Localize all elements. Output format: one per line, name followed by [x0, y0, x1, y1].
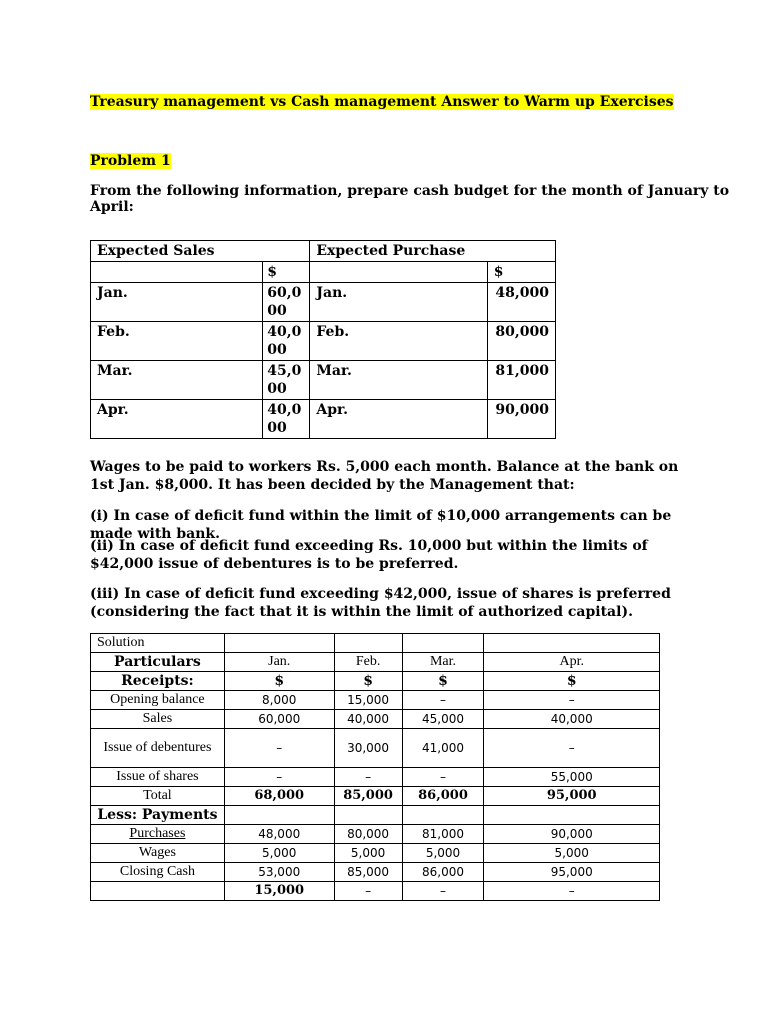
wages-label: Wages	[91, 844, 225, 863]
value-cell: 81,000	[402, 825, 484, 844]
sales-cell: 45,000	[263, 361, 310, 400]
value-cell: –	[224, 729, 334, 768]
blank-cell	[91, 882, 225, 901]
value-cell: 5,000	[224, 844, 334, 863]
cash-budget-solution-table	[90, 633, 660, 901]
table-row	[91, 863, 660, 882]
sales-label: Sales	[91, 710, 225, 729]
table-row	[91, 283, 556, 322]
value-cell: 95,000	[484, 863, 660, 882]
header-expected-purchase: Expected Purchase	[310, 241, 556, 262]
blank-cell	[334, 634, 402, 653]
total-cell: 95,000	[484, 787, 660, 806]
shares-label: Issue of shares	[91, 768, 225, 787]
purchase-cell: 48,000	[487, 283, 555, 322]
solution-label: Solution	[91, 634, 225, 653]
month-header: Feb.	[334, 653, 402, 672]
value-cell: 60,000	[224, 710, 334, 729]
value-cell: 40,000	[484, 710, 660, 729]
sales-cell: 40,000	[263, 400, 310, 439]
blank-cell	[310, 262, 487, 283]
value-cell: 5,000	[402, 844, 484, 863]
value-cell: –	[224, 768, 334, 787]
expected-sales-purchase-table	[90, 240, 556, 439]
value-cell: 90,000	[484, 825, 660, 844]
value-cell: 15,000	[334, 691, 402, 710]
month-header: Apr.	[484, 653, 660, 672]
table-row	[91, 729, 660, 768]
blank-cell	[334, 806, 402, 825]
total-cell: 85,000	[334, 787, 402, 806]
document-title: Treasury management vs Cash management Answer to Warm up Exercises	[90, 94, 674, 110]
table-row	[91, 768, 660, 787]
value-cell: –	[334, 768, 402, 787]
value-cell: 80,000	[334, 825, 402, 844]
blank-cell	[402, 806, 484, 825]
receipts-header: Receipts:	[91, 672, 225, 691]
table-row	[91, 361, 556, 400]
purchase-cell: 81,000	[487, 361, 555, 400]
month-cell: Apr.	[310, 400, 487, 439]
month-cell: Mar.	[310, 361, 487, 400]
table-row	[91, 322, 556, 361]
value-cell: 40,000	[334, 710, 402, 729]
value-cell: 86,000	[402, 863, 484, 882]
total-cell: 86,000	[402, 787, 484, 806]
value-cell: 5,000	[484, 844, 660, 863]
less-payments-header: Less: Payments	[91, 806, 225, 825]
rule-2-paragraph: (ii) In case of deficit fund exceeding Rs. 10,000 but within the limits of $42,000 issue of debentures is to be preferred.	[90, 538, 648, 572]
currency-cell: $	[484, 672, 660, 691]
wages-paragraph: Wages to be paid to workers Rs. 5,000 each month. Balance at the bank on 1st Jan. $8,000. It has been decided by the Management that:	[90, 459, 679, 493]
currency-cell: $	[224, 672, 334, 691]
header-expected-sales: Expected Sales	[91, 241, 310, 262]
currency-cell: $	[402, 672, 484, 691]
sales-cell: 60,000	[263, 283, 310, 322]
value-cell: 48,000	[224, 825, 334, 844]
final-cell: –	[402, 882, 484, 901]
currency-cell: $	[487, 262, 555, 283]
rule-3-paragraph: (iii) In case of deficit fund exceeding $42,000, issue of shares is preferred (considering the fact that it is within the limit of authorized capital).	[90, 586, 671, 620]
value-cell: 45,000	[402, 710, 484, 729]
table-row	[91, 691, 660, 710]
table-row	[91, 882, 660, 901]
final-cell: 15,000	[224, 882, 334, 901]
value-cell: –	[484, 729, 660, 768]
blank-cell	[484, 634, 660, 653]
table-row	[91, 844, 660, 863]
blank-cell	[224, 634, 334, 653]
currency-cell: $	[334, 672, 402, 691]
value-cell: –	[484, 691, 660, 710]
table-row	[91, 653, 660, 672]
blank-cell	[402, 634, 484, 653]
table-row	[91, 262, 556, 283]
month-cell: Feb.	[91, 322, 263, 361]
final-cell: –	[484, 882, 660, 901]
debentures-label: Issue of debentures	[91, 729, 225, 768]
total-label: Total	[91, 787, 225, 806]
purchase-cell: 90,000	[487, 400, 555, 439]
table-row	[91, 241, 556, 262]
value-cell: 8,000	[224, 691, 334, 710]
blank-cell	[484, 806, 660, 825]
month-header: Mar.	[402, 653, 484, 672]
table-row	[91, 806, 660, 825]
final-cell: –	[334, 882, 402, 901]
value-cell: –	[402, 691, 484, 710]
value-cell: 55,000	[484, 768, 660, 787]
month-header: Jan.	[224, 653, 334, 672]
value-cell: 5,000	[334, 844, 402, 863]
table-row	[91, 672, 660, 691]
table-row	[91, 634, 660, 653]
problem-heading: Problem 1	[90, 153, 171, 169]
value-cell: 53,000	[224, 863, 334, 882]
rule-1-paragraph: (i) In case of deficit fund within the limit of $10,000 arrangements can be made with bank.	[90, 508, 672, 542]
table-row	[91, 400, 556, 439]
value-cell: 41,000	[402, 729, 484, 768]
value-cell: 85,000	[334, 863, 402, 882]
month-cell: Mar.	[91, 361, 263, 400]
month-cell: Apr.	[91, 400, 263, 439]
table-row	[91, 825, 660, 844]
value-cell: 30,000	[334, 729, 402, 768]
currency-cell: $	[263, 262, 310, 283]
month-cell: Jan.	[310, 283, 487, 322]
purchases-label: Purchases	[91, 825, 225, 844]
closing-cash-label: Closing Cash	[91, 863, 225, 882]
sales-cell: 40,000	[263, 322, 310, 361]
particulars-header: Particulars	[91, 653, 225, 672]
opening-balance-label: Opening balance	[91, 691, 225, 710]
month-cell: Feb.	[310, 322, 487, 361]
value-cell: –	[402, 768, 484, 787]
total-cell: 68,000	[224, 787, 334, 806]
intro-text: From the following information, prepare cash budget for the month of January to April:	[90, 183, 730, 215]
table-row	[91, 787, 660, 806]
blank-cell	[224, 806, 334, 825]
blank-cell	[91, 262, 263, 283]
purchase-cell: 80,000	[487, 322, 555, 361]
month-cell: Jan.	[91, 283, 263, 322]
table-row	[91, 710, 660, 729]
